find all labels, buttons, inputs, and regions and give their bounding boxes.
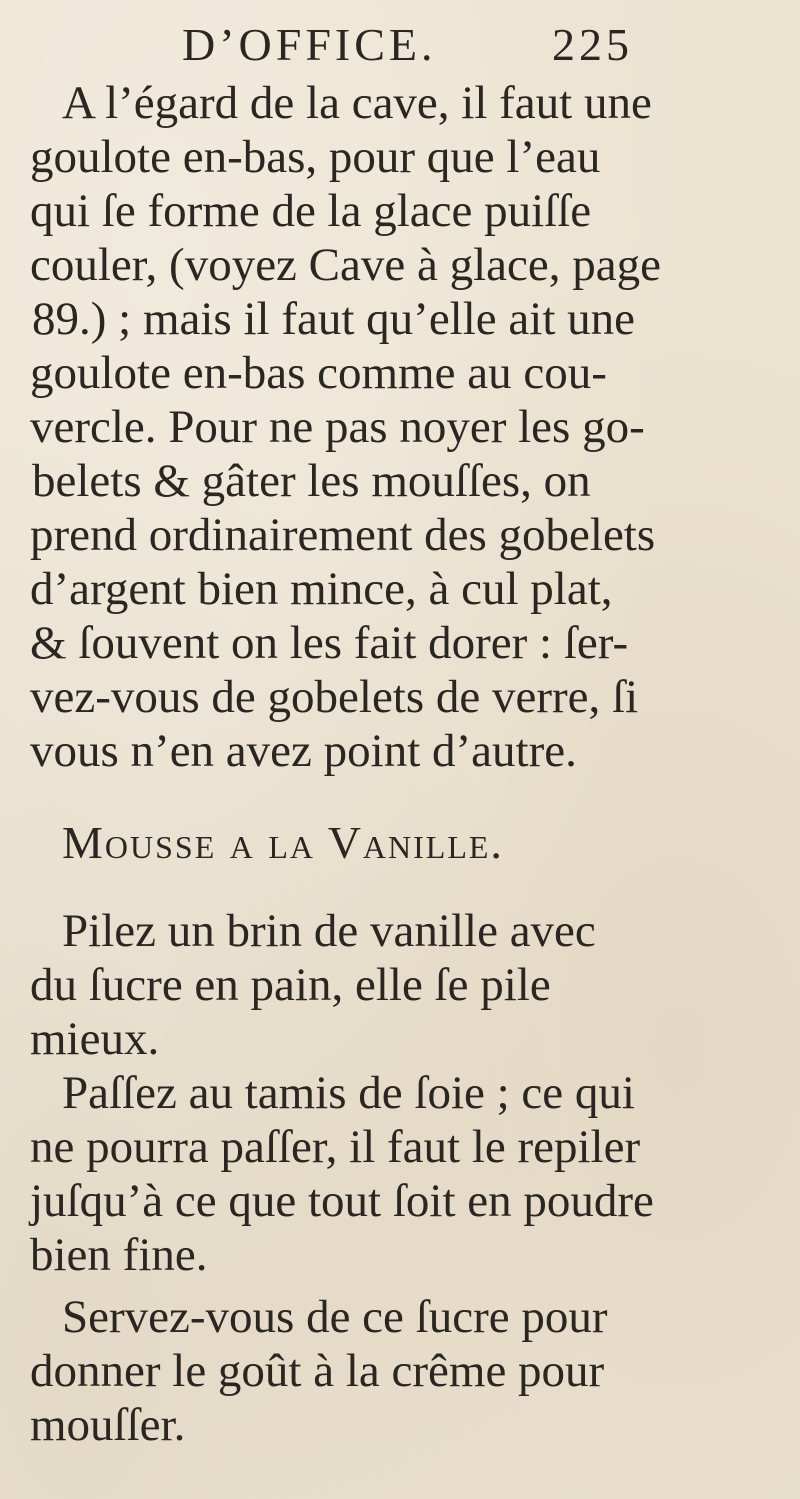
text-line: Pilez un brin de vanille avec (62, 905, 596, 957)
text-line: du ſucre en pain, elle ſe pile (30, 959, 551, 1011)
text-line: mieux. (30, 1013, 160, 1065)
text-line: qui ſe forme de la glace puiſſe (30, 185, 592, 237)
text-line: vercle. Pour ne pas noyer les go- (30, 401, 645, 453)
text-line: donner le goût à la crême pour (30, 1345, 605, 1397)
text-line: couler, (voyez Cave à glace, page (30, 239, 661, 291)
text-line: 89.) ; mais il faut qu’elle ait une (32, 293, 635, 345)
text-line: Paſſez au tamis de ſoie ; ce qui (62, 1067, 635, 1119)
text-line: vez-vous de gobelets de verre, ſi (30, 671, 639, 723)
text-line: prend ordinairement des gobelets (30, 509, 656, 561)
text-line: goulote en-bas comme au cou- (30, 347, 607, 399)
text-line: vous n’en avez point d’autre. (30, 725, 577, 777)
section-heading: Mousse a la Vanille. (62, 817, 504, 868)
text-line: mouſſer. (30, 1399, 186, 1451)
text-line: A l’égard de la cave, il faut une (62, 77, 652, 129)
text-line: d’argent bien mince, à cul plat, (30, 563, 613, 615)
page-number: 225 (552, 19, 633, 70)
running-header (182, 18, 662, 78)
text-line: & ſouvent on les fait dorer : ſer- (30, 617, 629, 669)
text-line: ne pourra paſſer, il faut le repiler (30, 1121, 641, 1173)
text-line: Servez-vous de ce ſucre pour (62, 1291, 608, 1343)
text-line: bien fine. (30, 1229, 208, 1281)
text-line: goulote en-bas, pour que l’eau (30, 131, 601, 183)
text-line: belets & gâter les mouſſes, on (32, 455, 591, 507)
text-line: juſqu’à ce que tout ſoit en poudre (30, 1175, 654, 1227)
running-title: D’OFFICE. (182, 19, 437, 70)
